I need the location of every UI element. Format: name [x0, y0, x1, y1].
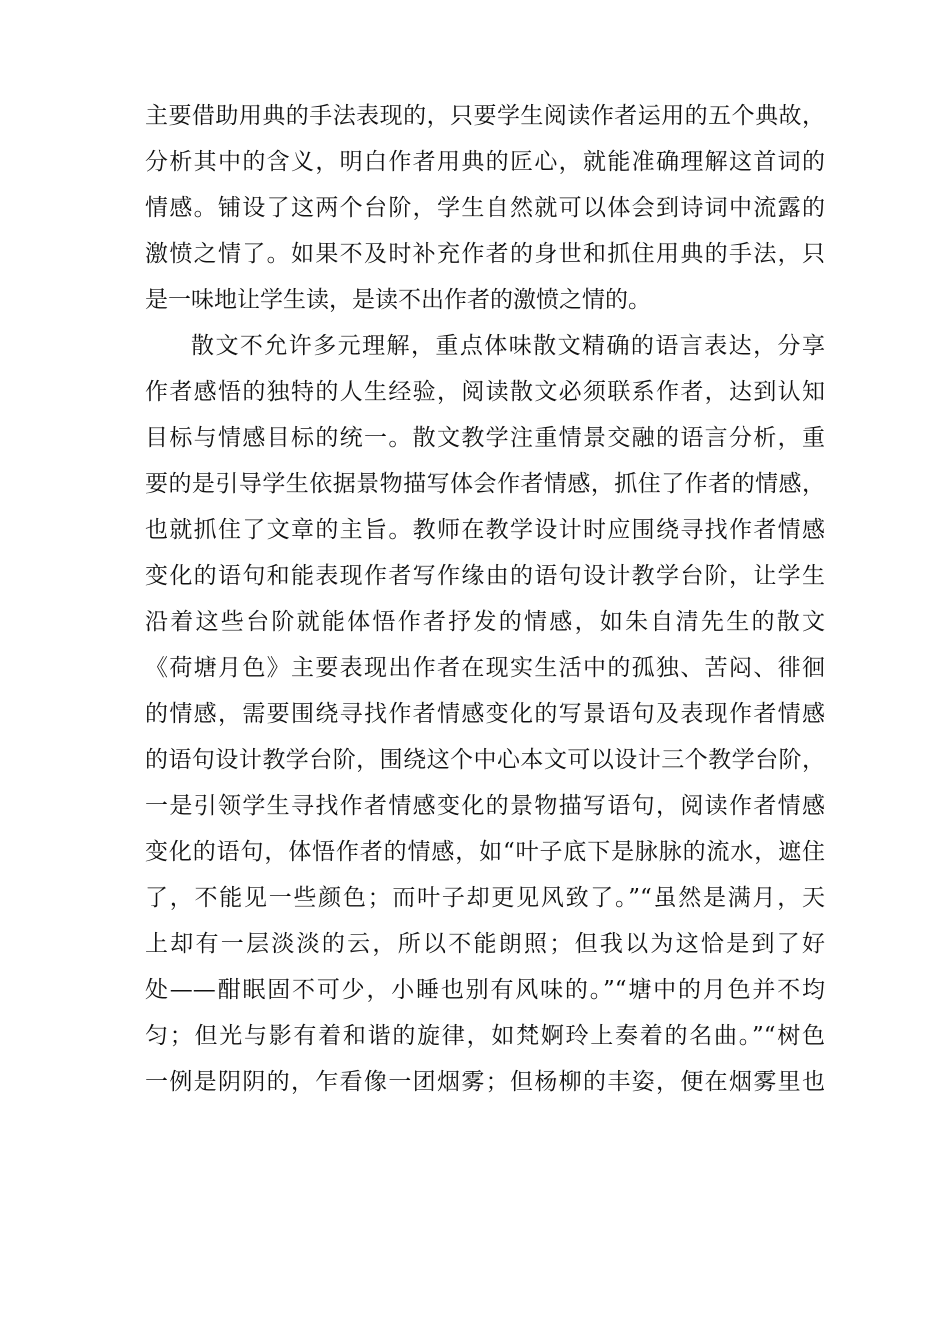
- text-line: 目标与情感目标的统一。散文教学注重情景交融的语言分析，重: [145, 425, 825, 451]
- text-line: 变化的语句和能表现作者写作缘由的语句设计教学台阶，让学生: [145, 563, 825, 589]
- text-line: 也就抓住了文章的主旨。教师在教学设计时应围绕寻找作者情感: [145, 517, 825, 543]
- text-line: 分析其中的含义，明白作者用典的匠心，就能准确理解这首词的: [145, 149, 825, 175]
- text-line: 一是引领学生寻找作者情感变化的景物描写语句，阅读作者情感: [145, 793, 825, 819]
- paragraph-end-line: 是一味地让学生读，是读不出作者的激愤之情的。: [145, 287, 651, 313]
- paragraph-start-line: 散文不允许多元理解，重点体味散文精确的语言表达，分享: [191, 333, 825, 359]
- text-line: 了，不能见一些颜色；而叶子却更见风致了。”“虽然是满月，天: [145, 885, 825, 911]
- text-line: 的语句设计教学台阶，围绕这个中心本文可以设计三个教学台阶，: [145, 747, 825, 773]
- text-line: 的情感，需要围绕寻找作者情感变化的写景语句及表现作者情感: [145, 701, 825, 727]
- text-line: 沿着这些台阶就能体悟作者抒发的情感，如朱自清先生的散文: [145, 609, 825, 635]
- text-line: 处——酣眠固不可少，小睡也别有风味的。”“塘中的月色并不均: [145, 977, 825, 1003]
- text-line: 一例是阴阴的，乍看像一团烟雾；但杨柳的丰姿，便在烟雾里也: [145, 1069, 825, 1095]
- text-line: 激愤之情了。如果不及时补充作者的身世和抓住用典的手法，只: [145, 241, 825, 267]
- body-text: [145, 93, 825, 1105]
- text-line: 上却有一层淡淡的云，所以不能朗照；但我以为这恰是到了好: [145, 931, 825, 957]
- text-line: 变化的语句，体悟作者的情感，如“叶子底下是脉脉的流水，遮住: [145, 839, 825, 865]
- text-line: 主要借助用典的手法表现的，只要学生阅读作者运用的五个典故，: [145, 103, 825, 129]
- text-line: 匀；但光与影有着和谐的旋律，如梵婀玲上奏着的名曲。”“树色: [145, 1023, 825, 1049]
- text-line: 《荷塘月色》主要表现出作者在现实生活中的孤独、苦闷、徘徊: [145, 655, 825, 681]
- text-line: 情感。铺设了这两个台阶，学生自然就可以体会到诗词中流露的: [145, 195, 825, 221]
- text-line: 作者感悟的独特的人生经验，阅读散文必须联系作者，达到认知: [145, 379, 825, 405]
- text-line: 要的是引导学生依据景物描写体会作者情感，抓住了作者的情感，: [145, 471, 825, 497]
